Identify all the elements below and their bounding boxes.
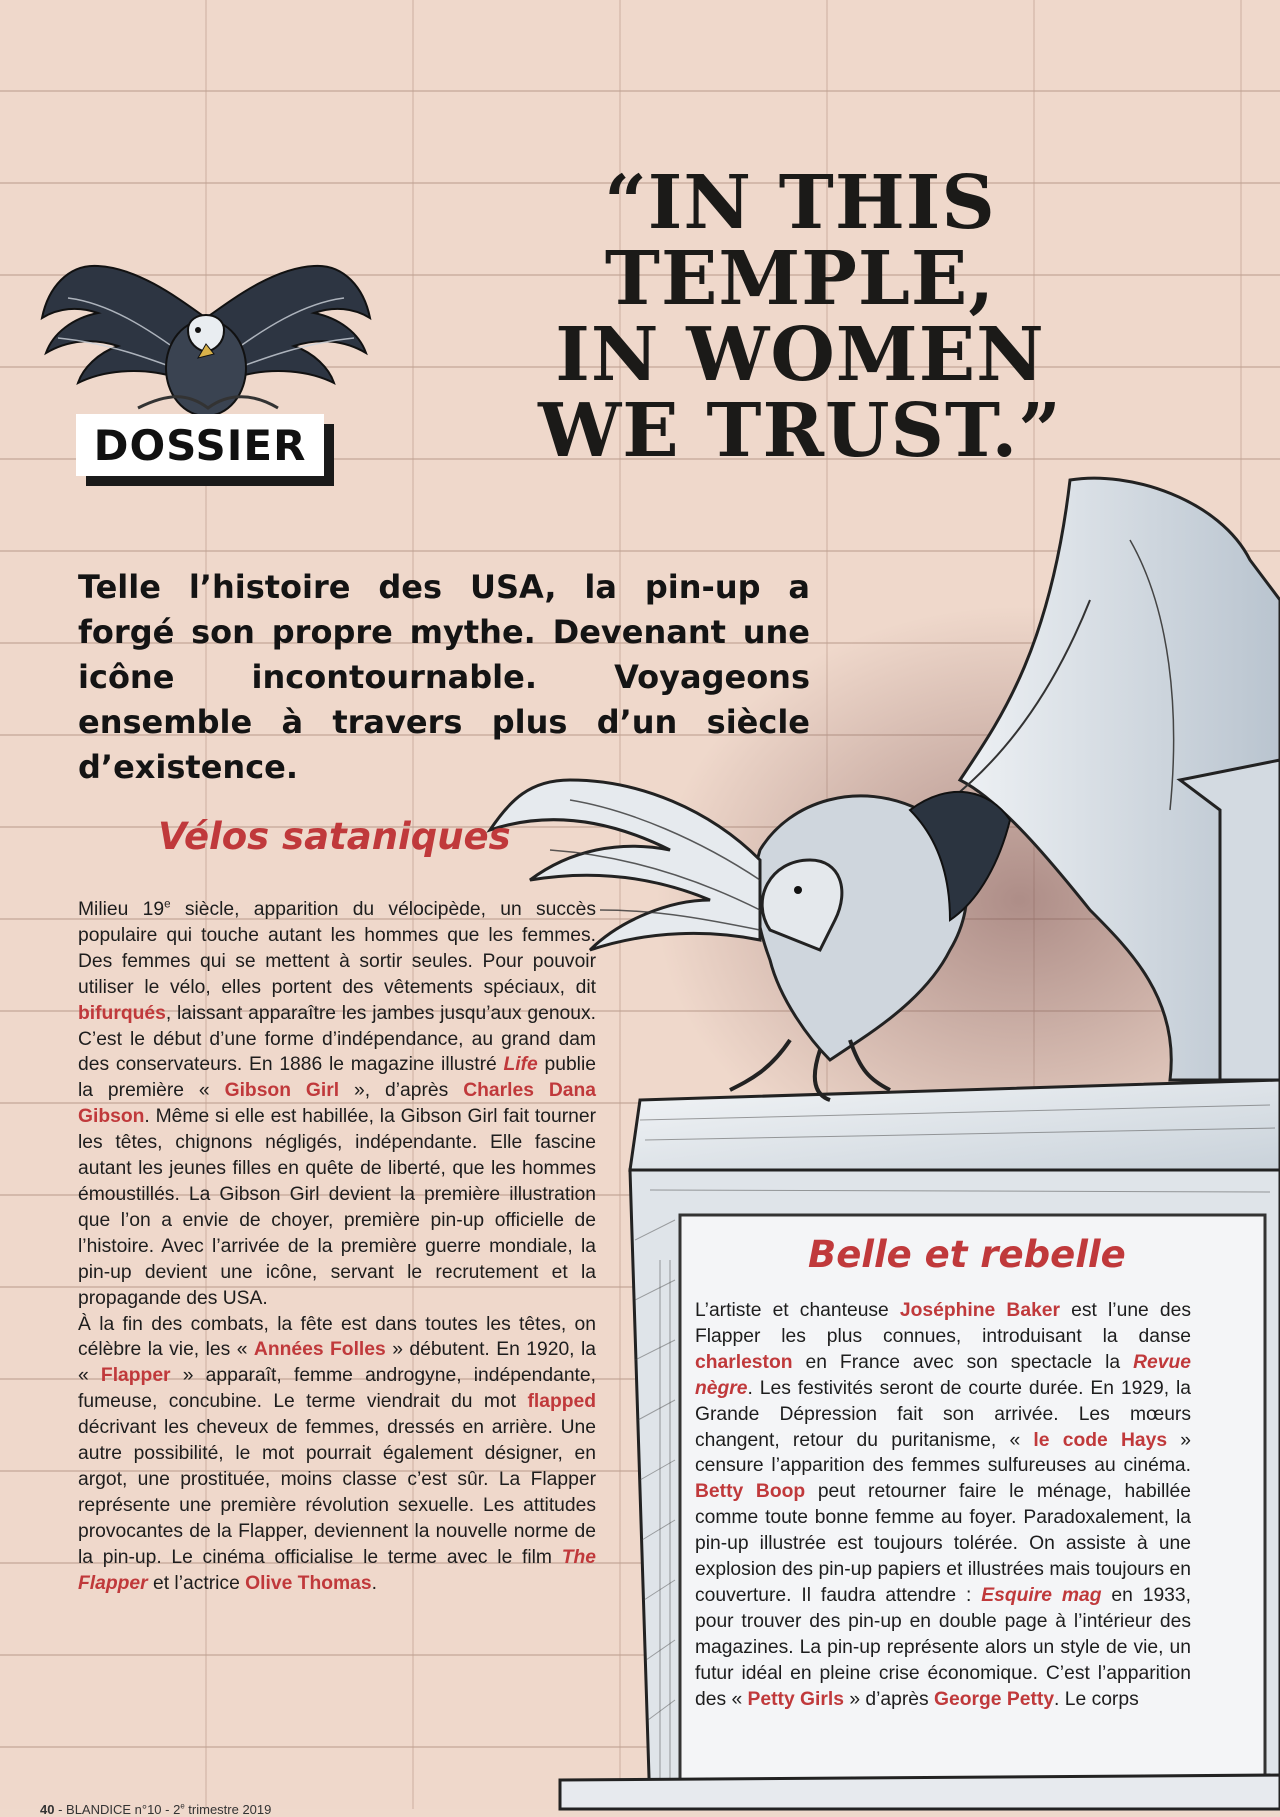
text-run: peut retourner faire le ménage, habillée comme toute bonne femme au foyer. Paradoxalement, la pin-up illustrée est toujours tolérée. On assiste à une explosion des pin-up papiers et illustrées mais toujours en couverture. Il faudra attendre : bbox=[695, 1481, 1191, 1606]
text-run: » censure l’apparition des femmes sulfureuses au cinéma. bbox=[695, 1429, 1191, 1477]
publication-info-sup: e bbox=[180, 1801, 185, 1811]
dossier-label: DOSSIER bbox=[93, 420, 307, 470]
highlighted-term: Life bbox=[503, 1054, 538, 1076]
superscript: e bbox=[164, 898, 171, 911]
highlighted-term: Esquire mag bbox=[981, 1584, 1102, 1606]
highlighted-term: charleston bbox=[695, 1351, 793, 1373]
highlighted-term: The Flapper bbox=[78, 1546, 596, 1594]
highlighted-term: George Petty bbox=[934, 1688, 1055, 1710]
text-run: décrivant les cheveux de femmes, dressés en arrière. Une autre possibilité, le mot pourrait également désigner, en argot, une prostituée, moins classe c’est sûr. La Flapper représente une première révolution sexuelle. Les attitudes provocantes de la Flapper, deviennent la nouvelle norme de la pin-up. Le cinéma officialise le terme avec le film bbox=[78, 1417, 596, 1568]
publication-info: - BLANDICE n°10 - 2 bbox=[54, 1802, 181, 1817]
article-column-right bbox=[695, 1298, 1191, 1713]
text-run: en France avec son spectacle la bbox=[792, 1351, 1134, 1373]
paragraph bbox=[78, 1312, 596, 1597]
quote-line-2: IN WOMEN bbox=[555, 312, 1045, 398]
highlighted-term: Années Folles bbox=[253, 1339, 386, 1361]
article-column-left bbox=[78, 897, 596, 1596]
text-run: . bbox=[371, 1572, 377, 1594]
highlighted-term: Revue nègre bbox=[695, 1351, 1191, 1399]
quote-line-1: “IN THIS TEMPLE, bbox=[604, 160, 996, 322]
headline-quote bbox=[420, 160, 1180, 474]
highlighted-term: Olive Thomas bbox=[245, 1572, 372, 1594]
text-run: est l’une des Flapper les plus connues, introduisant la danse bbox=[695, 1300, 1191, 1347]
page-footer bbox=[40, 1802, 271, 1817]
section-heading-belle: Belle et rebelle bbox=[808, 1233, 1126, 1276]
text-run: et l’actrice bbox=[147, 1572, 246, 1594]
dossier-badge bbox=[76, 414, 324, 476]
highlighted-term: le code Hays bbox=[1033, 1429, 1168, 1451]
page-number: 40 bbox=[40, 1802, 55, 1817]
quote-line-3: WE TRUST.” bbox=[538, 388, 1062, 474]
text-run: À la fin des combats, la fête est dans toutes les têtes, on célèbre la vie, les « bbox=[78, 1313, 596, 1361]
text-run: en 1933, pour trouver des pin-up en double page à l’intérieur des magazines. La pin-up représente alors un style de vie, un futur idéal en pleine crise économique. C’est l’apparition des « bbox=[695, 1584, 1191, 1710]
highlighted-term: Gibson Girl bbox=[224, 1080, 340, 1102]
text-run: » apparaît, femme androgyne, indépendante, fumeuse, concubine. Le terme viendrait du mot bbox=[78, 1365, 596, 1413]
highlighted-term: Flapper bbox=[100, 1365, 171, 1387]
text-run: » d’après bbox=[843, 1688, 935, 1710]
publication-info-suffix: trimestre 2019 bbox=[184, 1802, 272, 1817]
highlighted-term: flapped bbox=[527, 1391, 596, 1413]
section-heading-velos: Vélos sataniques bbox=[158, 815, 511, 858]
text-run: . Même si elle est habillée, la Gibson Girl fait tourner les têtes, chignons négligés, indépendante. Elle fascine autant les jeunes filles en quête de liberté, que les hommes émoustillés. La Gibson Girl devient la première illustration que l’on a envie de choyer, première pin-up officielle de l’histoire. Avec l’arrivée de la première guerre mondiale, la pin-up devient une icône, servant le recrutement et la propagande des USA. bbox=[78, 1106, 596, 1309]
paragraph bbox=[78, 897, 596, 1312]
text-run: L’artiste et chanteuse bbox=[695, 1300, 900, 1321]
text-run: , laissant apparaître les jambes jusqu’aux genoux. C’est le début d’une forme d’indépendance, au grand dam des conservateurs. En 1886 le magazine illustré bbox=[78, 1002, 596, 1076]
highlighted-term: Joséphine Baker bbox=[899, 1300, 1061, 1321]
text-run: . Le corps bbox=[1054, 1688, 1139, 1710]
text-run: publie la première « bbox=[78, 1054, 596, 1102]
highlighted-term: bifurqués bbox=[78, 1002, 166, 1024]
highlighted-term: Charles Dana Gibson bbox=[78, 1080, 597, 1128]
text-run: . Les festivités seront de courte durée. En 1929, la Grande Dépression fait son arrivée. Les mœurs changent, retour du puritanisme, « bbox=[695, 1377, 1191, 1451]
lead-paragraph: Telle l’histoire des USA, la pin-up a forgé son propre mythe. Devenant une icône incontournable. Voyageons ensemble à travers plus d’un siècle d’existence. bbox=[78, 568, 810, 786]
highlighted-term: Betty Boop bbox=[695, 1481, 806, 1503]
text-run: Milieu 19 bbox=[78, 899, 165, 920]
highlighted-term: Petty Girls bbox=[747, 1688, 844, 1710]
text-run: » débutent. En 1920, la « bbox=[78, 1339, 596, 1387]
text-run: », d’après bbox=[339, 1080, 464, 1102]
eagle-icon bbox=[38, 258, 374, 428]
text-run: siècle, apparition du vélocipède, un succès populaire qui touche autant les hommes que les femmes. Des femmes qui se mettent à sortir seules. Pour pouvoir utiliser le vélo, elles portent des vêtements spéciaux, dit bbox=[78, 899, 596, 998]
